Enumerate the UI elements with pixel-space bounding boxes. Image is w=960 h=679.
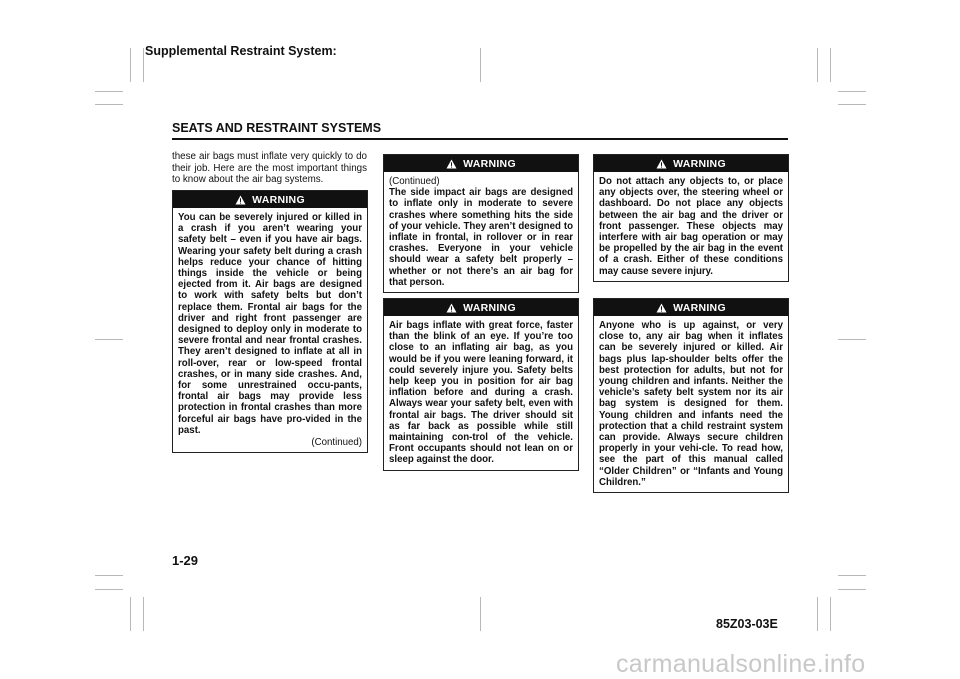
warning-box-children — [593, 298, 789, 493]
warning-triangle-icon — [235, 195, 246, 205]
crop-mark — [838, 339, 866, 340]
crop-mark — [95, 589, 123, 590]
warning-title: WARNING — [463, 157, 516, 170]
warning-header — [594, 155, 788, 172]
continued-note: (Continued) — [311, 437, 362, 449]
warning-body — [384, 316, 578, 470]
crop-mark — [95, 104, 123, 105]
crop-mark — [130, 48, 131, 82]
warning-triangle-icon — [446, 303, 457, 313]
warning-header — [173, 191, 367, 208]
crop-mark — [830, 48, 831, 82]
crop-mark — [838, 575, 866, 576]
warning-body — [173, 208, 367, 452]
warning-header — [384, 155, 578, 172]
warning-box-inflation-force — [383, 298, 579, 471]
header-rule — [172, 138, 788, 140]
warning-body — [594, 316, 788, 492]
crop-mark — [95, 91, 123, 92]
warning-text: Anyone who is up against, or very close to, any air bag when it inflates can be severely injured or killed. Air bags plus lap-shoulder belts offer the best protection for adults, but not for young children and infants. Neither the vehicle’s safety belt system nor its air bag system is designed for them. Young children and infants need the protection that a child restraint system can provide. Always secure children properly in your vehi-cle. To read how, see the part of this manual called “Older Children” or “Infants and Young Children.” — [599, 320, 783, 488]
warning-body — [594, 172, 788, 281]
page-number: 1-29 — [172, 553, 199, 568]
crop-mark — [817, 597, 818, 631]
warning-box-objects — [593, 154, 789, 282]
warning-triangle-icon — [656, 303, 667, 313]
warning-text: Do not attach any objects to, or place any objects over, the steering wheel or dashboard. Do not place any objects between the air bag and the driver or front passenger. These objects may interfere with air bag operation or may be propelled by the air bag in the event of a crash. Either of these conditions may cause severe injury. — [599, 176, 783, 277]
crop-mark — [143, 597, 144, 631]
warning-box-side-airbags — [383, 154, 579, 293]
crop-mark — [838, 104, 866, 105]
warning-text: Air bags inflate with great force, faster than the blink of an eye. If you’re too close to an inflating air bag, as you would be if you were leaning forward, it could severely injure you. Safety belts help keep you in position for air bag inflation before and during a crash. Always wear your safety belt, even with frontal air bags. The driver should sit as far back as possible while still maintaining con-trol of the vehicle. Front occupants should not lean on or sleep against the door. — [389, 320, 573, 466]
crop-mark — [838, 589, 866, 590]
warning-title: WARNING — [463, 301, 516, 314]
chapter-title: SEATS AND RESTRAINT SYSTEMS — [172, 121, 382, 135]
crop-mark — [95, 339, 123, 340]
crop-mark — [143, 48, 144, 82]
crop-mark — [130, 597, 131, 631]
warning-triangle-icon — [656, 159, 667, 169]
warning-triangle-icon — [446, 159, 457, 169]
warning-text: You can be severely injured or killed in a crash if you aren’t wearing your safety belt – even if you have air bags. Wearing your safety belt during a crash helps reduce your chance of hitting things inside the vehicle or being ejected from it. Air bags are designed to work with safety belts but don’t replace them. Frontal air bags for the driver and right front passenger are designed to deploy only in moderate to severe frontal and near frontal crashes. They aren’t designed to inflate at all in roll-over, rear or low-speed frontal crashes, or in many side crashes. And, for some unrestrained occu-pants, frontal air bags may provide less protection in frontal crashes than more forceful air bags have pro-vided in the past. — [178, 212, 362, 436]
warning-title: WARNING — [673, 157, 726, 170]
crop-mark — [480, 597, 481, 631]
watermark: carmanualsonline.info — [616, 650, 866, 678]
crop-mark — [838, 91, 866, 92]
warning-title: WARNING — [673, 301, 726, 314]
intro-paragraph: these air bags must inflate very quickly to do their job. Here are the most important things to know about the air bag systems. — [172, 151, 367, 186]
crop-mark — [95, 575, 123, 576]
document-code: 85Z03-03E — [716, 617, 778, 631]
warning-body — [384, 172, 578, 292]
warning-text: The side impact air bags are designed to inflate only in moderate to severe crashes where something hits the side of your vehicle. They aren’t designed to inflate in frontal, in rollover or in rear crashes. Everyone in your vehicle should wear a safety belt properly – whether or not there’s an air bag for that person. — [389, 187, 573, 288]
warning-title: WARNING — [252, 193, 305, 206]
continued-prefix: (Continued) — [389, 176, 440, 187]
section-label: Supplemental Restraint System: — [145, 44, 337, 58]
warning-box-seatbelt — [172, 190, 368, 453]
crop-mark — [817, 48, 818, 82]
warning-header — [594, 299, 788, 316]
crop-mark — [480, 48, 481, 82]
warning-header — [384, 299, 578, 316]
crop-mark — [830, 597, 831, 631]
